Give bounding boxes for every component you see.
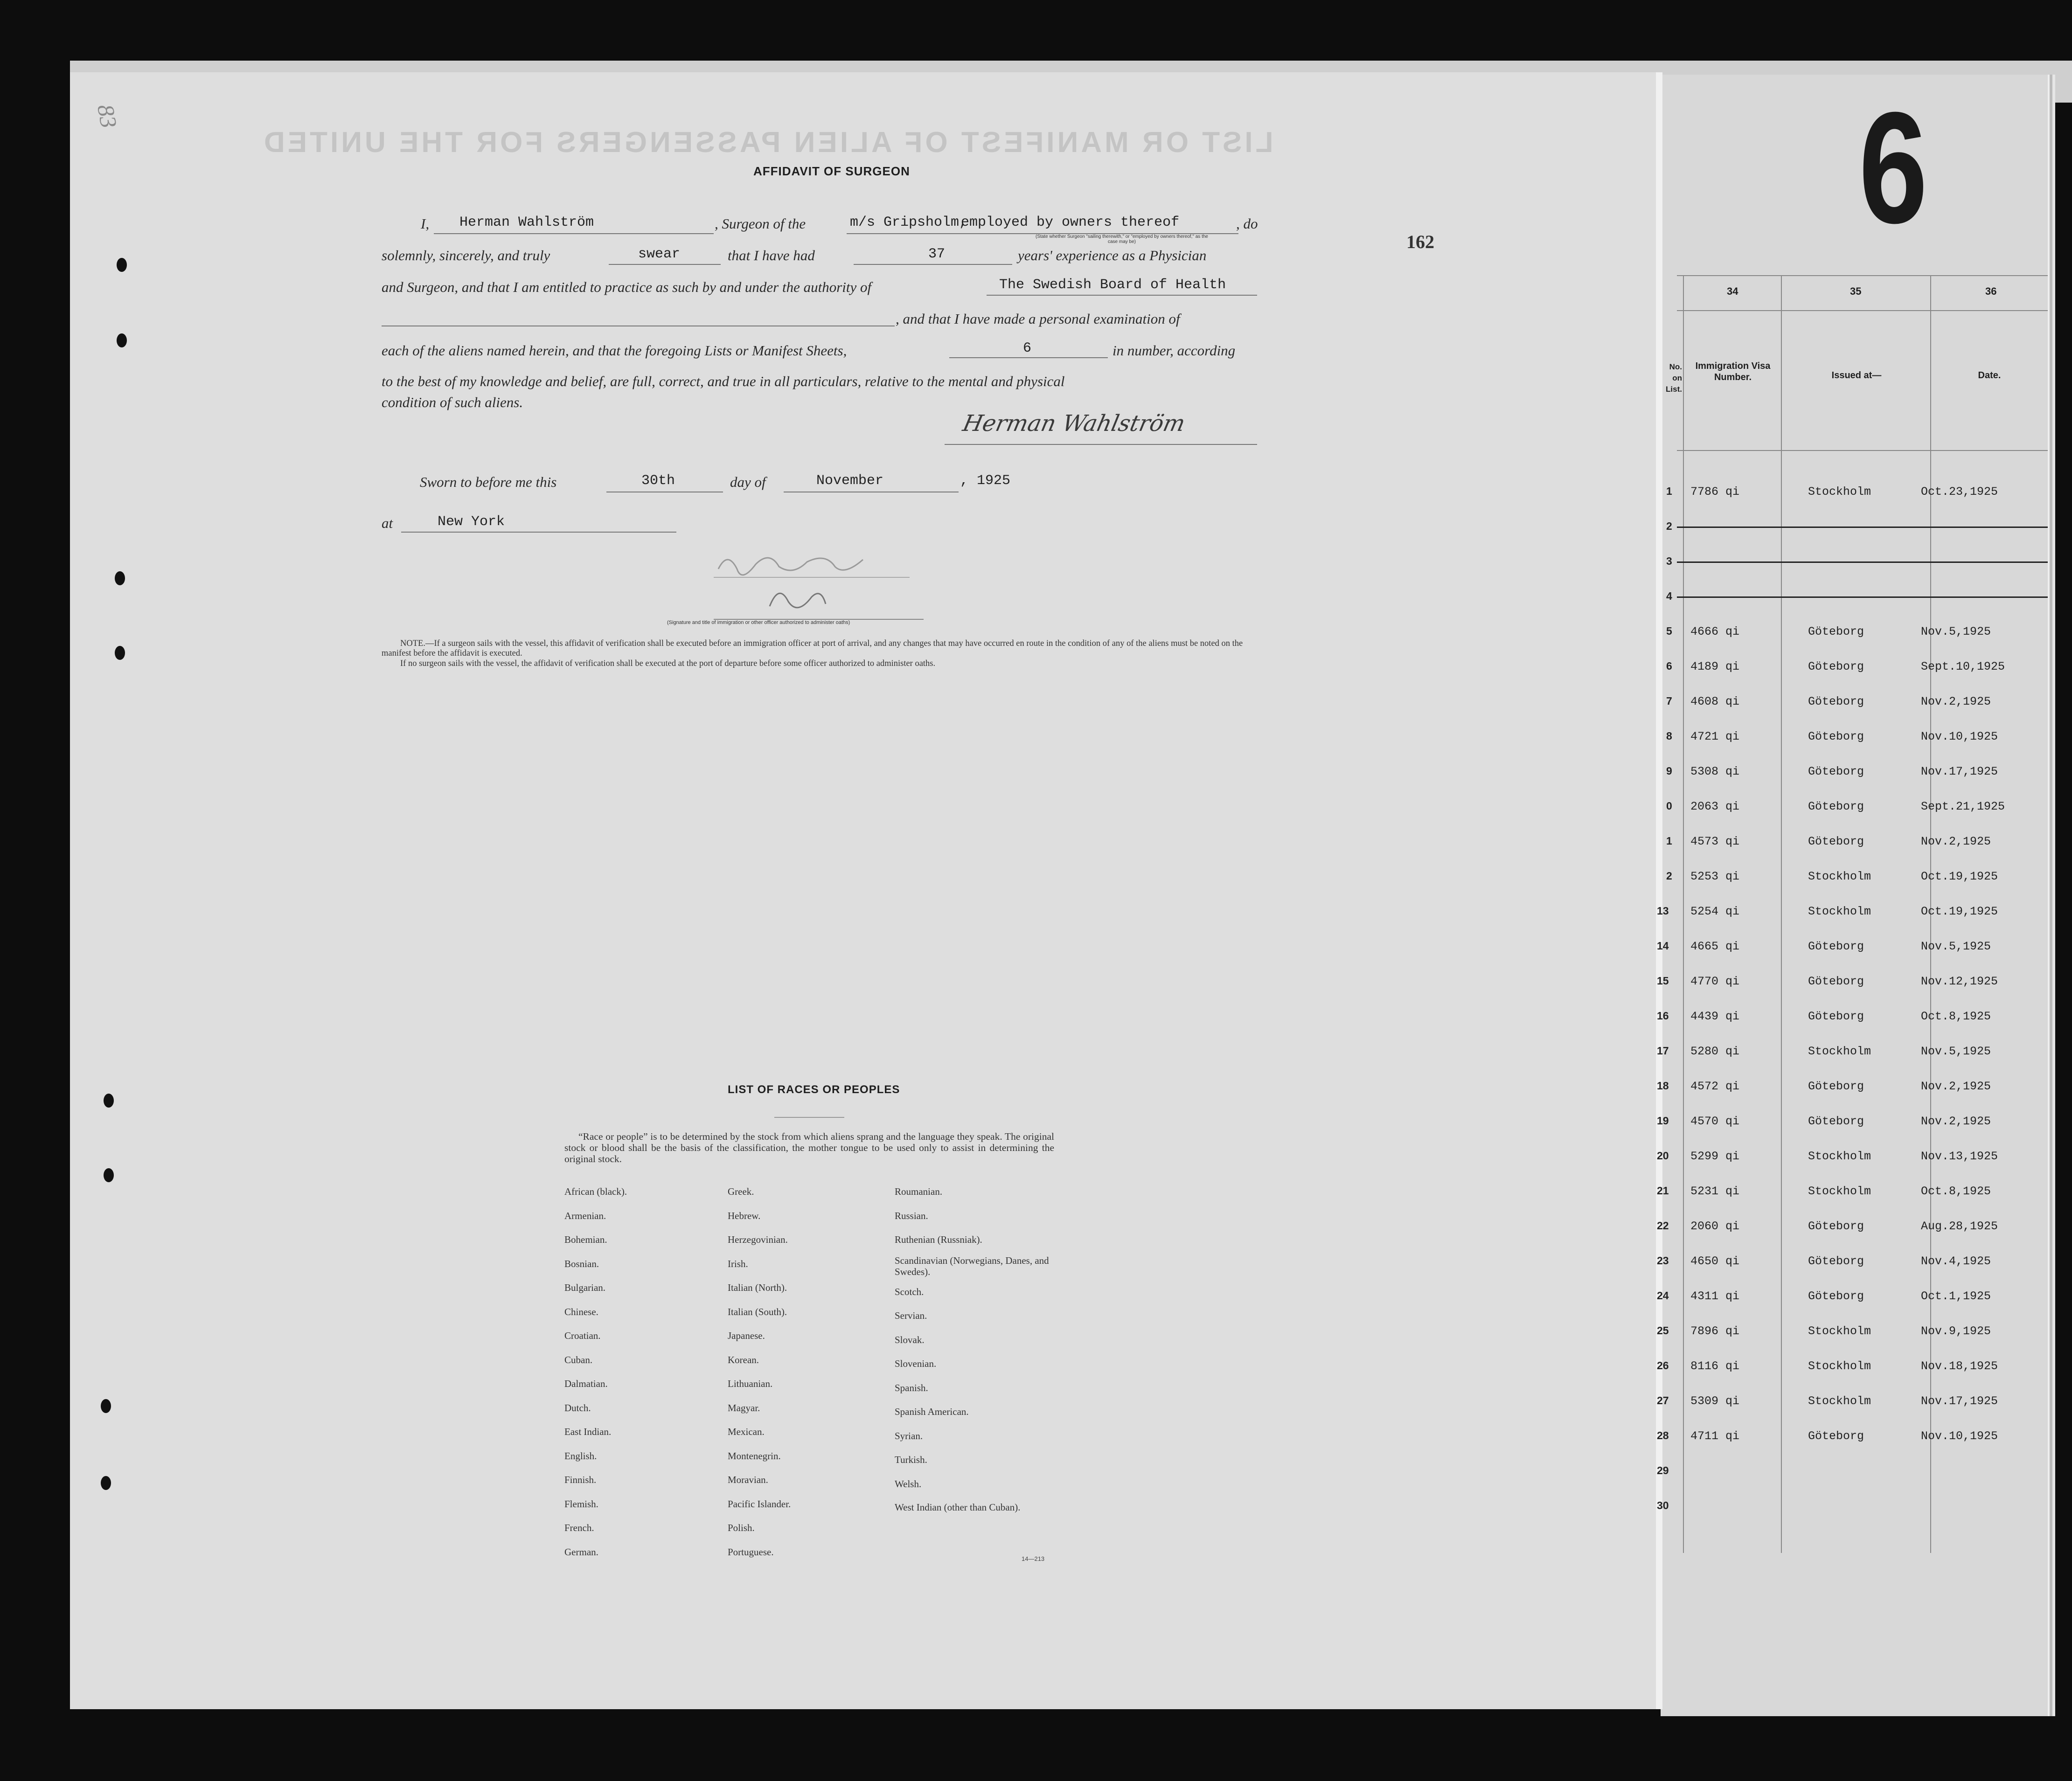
race-item: Scandinavian (Norwegians, Danes, and Swedes). (895, 1254, 1049, 1277)
row-number: 29 (1657, 1464, 1669, 1476)
visa-date: Nov.4,1925 (1921, 1254, 1991, 1268)
column-header-list-no: No. on List. (1666, 362, 1682, 394)
race-item: Russian. (895, 1210, 928, 1221)
sworn-place: New York (438, 514, 505, 530)
oath-type: swear (638, 246, 681, 262)
race-item: Spanish. (895, 1382, 928, 1393)
sworn-month: November (816, 473, 884, 489)
race-item: Magyar. (728, 1402, 760, 1414)
visa-date: Oct.23,1925 (1921, 485, 1998, 499)
surgeon-name: Herman Wahlström (459, 215, 594, 230)
race-item: Pacific Islander. (728, 1498, 791, 1510)
visa-number: 8116 qi (1690, 1359, 1740, 1373)
races-title: LIST OF RACES OR PEOPLES (728, 1083, 900, 1096)
fill-underline (987, 295, 1257, 296)
row-number: 28 (1657, 1429, 1669, 1441)
visa-date: Nov.2,1925 (1921, 1115, 1991, 1128)
issued-at: Göteborg (1808, 1010, 1864, 1023)
row-number: 3 (1666, 555, 1672, 567)
punch-hole (104, 1094, 114, 1108)
row-number: 7 (1666, 695, 1672, 707)
visa-number: 7786 qi (1690, 485, 1740, 499)
race-item: Scotch. (895, 1286, 924, 1297)
punch-hole (117, 333, 127, 347)
table-rule (1683, 275, 1684, 1553)
visa-date: Nov.18,1925 (1921, 1359, 1998, 1373)
race-item: Portuguese. (728, 1546, 774, 1558)
visa-date: Nov.10,1925 (1921, 1429, 1998, 1443)
visa-date: Oct.1,1925 (1921, 1289, 1991, 1303)
punch-hole (101, 1476, 111, 1490)
visa-number: 4650 qi (1690, 1254, 1740, 1268)
officer-signature (709, 541, 924, 625)
visa-date: Nov.2,1925 (1921, 695, 1991, 708)
officer-caption: (Signature and title of immigration or other officer authorized to administer oaths) (667, 620, 850, 625)
race-item: English. (564, 1450, 597, 1462)
column-header-visa: Immigration Visa Number. (1695, 361, 1771, 382)
corner-pencil-marks: 83 (92, 102, 122, 130)
sworn-day: 30th (641, 473, 675, 489)
race-item: Bulgarian. (564, 1282, 606, 1293)
visa-date: Nov.10,1925 (1921, 730, 1998, 743)
visa-date: Nov.2,1925 (1921, 835, 1991, 848)
row-number: 25 (1657, 1324, 1669, 1337)
row-number: 22 (1657, 1220, 1669, 1232)
row-number: 8 (1666, 730, 1672, 742)
visa-number: 4311 qi (1690, 1289, 1740, 1303)
race-item: Slovenian. (895, 1358, 937, 1369)
visa-number: 4572 qi (1690, 1080, 1740, 1093)
issued-at: Göteborg (1808, 625, 1864, 638)
column-number: 34 (1727, 285, 1738, 297)
affidavit-text: , do (1236, 215, 1258, 232)
issued-at: Göteborg (1808, 660, 1864, 673)
bleed-through-header: LIST OR MANIFEST OF ALIEN PASSENGERS FOR THE UNITED (261, 126, 1273, 159)
employer: employed by owners thereof (961, 215, 1180, 230)
row-number: 27 (1657, 1394, 1669, 1407)
race-item: Flemish. (564, 1498, 598, 1510)
affidavit-text: day of (730, 474, 766, 490)
fill-underline (609, 264, 721, 265)
row-number: 9 (1666, 765, 1672, 777)
affidavit-text: Sworn to before me this (420, 474, 557, 490)
issued-at: Stockholm (1808, 1359, 1871, 1373)
race-item: Korean. (728, 1354, 759, 1365)
race-item: Croatian. (564, 1330, 601, 1341)
issued-at: Stockholm (1808, 905, 1871, 918)
row-number: 4 (1666, 590, 1672, 602)
affidavit-text: , Surgeon of the (715, 215, 806, 232)
row-number: 2 (1666, 870, 1672, 882)
issued-at: Göteborg (1808, 1429, 1864, 1443)
race-item: Greek. (728, 1186, 754, 1197)
title-rule (774, 1117, 844, 1118)
sworn-year: , 1925 (960, 473, 1011, 489)
surgeon-signature: Herman Wahlström (960, 410, 1188, 437)
issued-at: Stockholm (1808, 870, 1871, 883)
visa-number: 5231 qi (1690, 1185, 1740, 1198)
issued-at: Göteborg (1808, 765, 1864, 778)
issued-at: Göteborg (1808, 940, 1864, 953)
row-number: 1 (1666, 835, 1672, 847)
visa-number: 4770 qi (1690, 975, 1740, 988)
visa-number: 4666 qi (1690, 625, 1740, 638)
issued-at: Göteborg (1808, 1254, 1864, 1268)
table-rule (1677, 275, 2048, 276)
issued-at: Stockholm (1808, 1045, 1871, 1058)
races-column-3 (895, 1180, 1053, 1513)
race-item: Lithuanian. (728, 1378, 773, 1389)
row-number: 1 (1666, 485, 1672, 497)
affidavit-text: that I have had (728, 247, 815, 263)
visa-number: 5254 qi (1690, 905, 1740, 918)
row-number: 5 (1666, 625, 1672, 637)
race-item: Spanish American. (895, 1406, 969, 1417)
row-number: 14 (1657, 940, 1669, 952)
race-item: Mexican. (728, 1426, 765, 1437)
race-item: Moravian. (728, 1474, 768, 1485)
race-item: Welsh. (895, 1478, 922, 1490)
issued-at: Göteborg (1808, 800, 1864, 813)
visa-number: 4608 qi (1690, 695, 1740, 708)
issued-at: Göteborg (1808, 835, 1864, 848)
row-number: 6 (1666, 660, 1672, 672)
race-item: Chinese. (564, 1306, 598, 1317)
table-rule (1677, 450, 2048, 451)
race-item: Italian (North). (728, 1282, 787, 1293)
issued-at: Göteborg (1808, 1080, 1864, 1093)
visa-number: 4573 qi (1690, 835, 1740, 848)
visa-number: 5253 qi (1690, 870, 1740, 883)
issued-at: Stockholm (1808, 1185, 1871, 1198)
issued-at: Stockholm (1808, 1324, 1871, 1338)
column-header-issued: Issued at— (1831, 370, 1882, 381)
issued-at: Göteborg (1808, 1115, 1864, 1128)
visa-number: 4665 qi (1690, 940, 1740, 953)
race-item: Finnish. (564, 1474, 597, 1485)
visa-number: 2063 qi (1690, 800, 1740, 813)
issued-at: Göteborg (1808, 975, 1864, 988)
employer-note: (State whether Surgeon "sailing therewith," or "employed by owners thereof," as the case may be) (1036, 234, 1208, 244)
affidavit-text: solemnly, sincerely, and truly (382, 247, 550, 263)
manifest-sheet-right (1661, 75, 2048, 1716)
column-number: 35 (1850, 285, 1862, 297)
race-item: Japanese. (728, 1330, 765, 1341)
visa-date: Nov.5,1925 (1921, 1045, 1991, 1058)
race-item: Cuban. (564, 1354, 593, 1365)
punch-hole (101, 1399, 111, 1413)
races-intro: “Race or people” is to be determined by the stock from which aliens sprang and the language they speak. The original stock or blood shall be the basis of the classification, the mother tongue to be used only to assist in determining the original stock. (564, 1131, 1054, 1164)
visa-number: 4439 qi (1690, 1010, 1740, 1023)
sheet-count: 6 (1023, 340, 1032, 356)
visa-date: Oct.8,1925 (1921, 1010, 1991, 1023)
row-number: 21 (1657, 1185, 1669, 1197)
issued-at: Stockholm (1808, 485, 1871, 499)
visa-number: 4570 qi (1690, 1115, 1740, 1128)
punch-hole (115, 571, 125, 585)
visa-number: 4721 qi (1690, 730, 1740, 743)
issued-at: Göteborg (1808, 730, 1864, 743)
visa-number: 5308 qi (1690, 765, 1740, 778)
affidavit-note: NOTE.—If a surgeon sails with the vessel, this affidavit of verification shall be executed before an immigration officer at port of arrival, and any changes that may have occurred en route in the condition of any of the aliens must be noted on the manifest before the affidavit is executed. (382, 639, 1243, 658)
fill-underline (434, 233, 714, 234)
affidavit-text: condition of such aliens. (382, 394, 523, 410)
struck-row-line (1677, 527, 2048, 528)
visa-date: Nov.17,1925 (1921, 765, 1998, 778)
issued-at: Stockholm (1808, 1150, 1871, 1163)
issued-at: Göteborg (1808, 1220, 1864, 1233)
column-header-date: Date. (1978, 370, 2001, 381)
form-number: 14—213 (1022, 1555, 1045, 1562)
race-item: Syrian. (895, 1430, 923, 1441)
licensing-authority: The Swedish Board of Health (999, 277, 1226, 293)
race-item: Montenegrin. (728, 1450, 781, 1462)
visa-date: Oct.8,1925 (1921, 1185, 1991, 1198)
visa-date: Nov.2,1925 (1921, 1080, 1991, 1093)
race-item: Italian (South). (728, 1306, 787, 1317)
visa-date: Nov.12,1925 (1921, 975, 1998, 988)
affidavit-note: If no surgeon sails with the vessel, the affidavit of verification shall be executed at the port of departure before some officer authorized to administer oaths. (400, 659, 936, 668)
sheet-number: 6 (1859, 79, 1928, 256)
issued-at: Göteborg (1808, 1289, 1864, 1303)
issued-at: Göteborg (1808, 695, 1864, 708)
row-number: 19 (1657, 1115, 1669, 1127)
fill-underline (854, 264, 1012, 265)
visa-date: Oct.19,1925 (1921, 905, 1998, 918)
race-item: Turkish. (895, 1454, 927, 1465)
affidavit-text: each of the aliens named herein, and that the foregoing Lists or Manifest Sheets, (382, 342, 847, 359)
signature-line (945, 444, 1257, 445)
struck-row-line (1677, 561, 2048, 563)
affidavit-text: and Surgeon, and that I am entitled to practice as such by and under the authority of (382, 279, 872, 295)
row-number: 20 (1657, 1150, 1669, 1162)
visa-date: Nov.5,1925 (1921, 940, 1991, 953)
race-item: German. (564, 1546, 598, 1558)
visa-number: 4711 qi (1690, 1429, 1740, 1443)
punch-hole (115, 646, 125, 660)
race-item: East Indian. (564, 1426, 612, 1437)
row-number: 24 (1657, 1289, 1669, 1302)
visa-number: 7896 qi (1690, 1324, 1740, 1338)
row-number: 2 (1666, 520, 1672, 532)
issued-at: Stockholm (1808, 1394, 1871, 1408)
visa-date: Aug.28,1925 (1921, 1220, 1998, 1233)
affidavit-text: to the best of my knowledge and belief, are full, correct, and true in all particulars, relative to the mental and physical (382, 373, 1065, 389)
visa-date: Sept.10,1925 (1921, 660, 2005, 673)
punch-hole (117, 258, 127, 272)
race-item: Roumanian. (895, 1186, 943, 1197)
race-item: Polish. (728, 1522, 755, 1533)
race-item: West Indian (other than Cuban). (895, 1502, 1021, 1513)
fill-underline (949, 357, 1108, 358)
visa-date: Nov.13,1925 (1921, 1150, 1998, 1163)
race-item: Bosnian. (564, 1258, 599, 1269)
row-number: 0 (1666, 800, 1672, 812)
race-item: Slovak. (895, 1334, 925, 1345)
affidavit-text: in number, according (1112, 342, 1236, 359)
visa-number: 4189 qi (1690, 660, 1740, 673)
race-item: Servian. (895, 1310, 927, 1321)
row-number: 23 (1657, 1254, 1669, 1267)
race-item: Ruthenian (Russniak). (895, 1234, 982, 1245)
table-rule (1677, 310, 2048, 311)
struck-row-line (1677, 596, 2048, 598)
row-number: 17 (1657, 1045, 1669, 1057)
visa-date: Nov.17,1925 (1921, 1394, 1998, 1408)
visa-number: 5299 qi (1690, 1150, 1740, 1163)
column-number: 36 (1985, 285, 1997, 297)
race-item: Hebrew. (728, 1210, 761, 1221)
affidavit-text: years' experience as a Physician (1018, 247, 1207, 263)
years-experience: 37 (928, 246, 946, 262)
races-column-1 (564, 1180, 723, 1564)
race-item: Bohemian. (564, 1234, 607, 1245)
visa-number: 2060 qi (1690, 1220, 1740, 1233)
visa-date: Sept.21,1925 (1921, 800, 2005, 813)
race-item: Irish. (728, 1258, 748, 1269)
page-mark: 162 (1406, 231, 1434, 252)
row-number: 18 (1657, 1080, 1669, 1092)
races-column-2 (728, 1180, 886, 1564)
row-number: 13 (1657, 905, 1669, 917)
fill-underline (401, 532, 676, 533)
table-rule (1781, 275, 1782, 1553)
visa-date: Nov.9,1925 (1921, 1324, 1991, 1338)
row-number: 15 (1657, 975, 1669, 987)
race-item: African (black). (564, 1186, 627, 1197)
race-item: French. (564, 1522, 594, 1533)
race-item: Dalmatian. (564, 1378, 608, 1389)
row-number: 30 (1657, 1499, 1669, 1511)
affidavit-title: AFFIDAVIT OF SURGEON (753, 164, 910, 178)
vessel-name: m/s Gripsholm, (850, 215, 968, 230)
row-number: 16 (1657, 1010, 1669, 1022)
affidavit-text: I, (421, 215, 430, 232)
visa-date: Oct.19,1925 (1921, 870, 1998, 883)
affidavit-text: , and that I have made a personal examination of (896, 311, 1180, 327)
row-number: 26 (1657, 1359, 1669, 1372)
punch-hole (104, 1168, 114, 1182)
race-item: Armenian. (564, 1210, 606, 1221)
affidavit-text: at (382, 515, 393, 531)
visa-number: 5309 qi (1690, 1394, 1740, 1408)
visa-date: Nov.5,1925 (1921, 625, 1991, 638)
visa-number: 5280 qi (1690, 1045, 1740, 1058)
race-item: Herzegovinian. (728, 1234, 788, 1245)
race-item: Dutch. (564, 1402, 591, 1414)
